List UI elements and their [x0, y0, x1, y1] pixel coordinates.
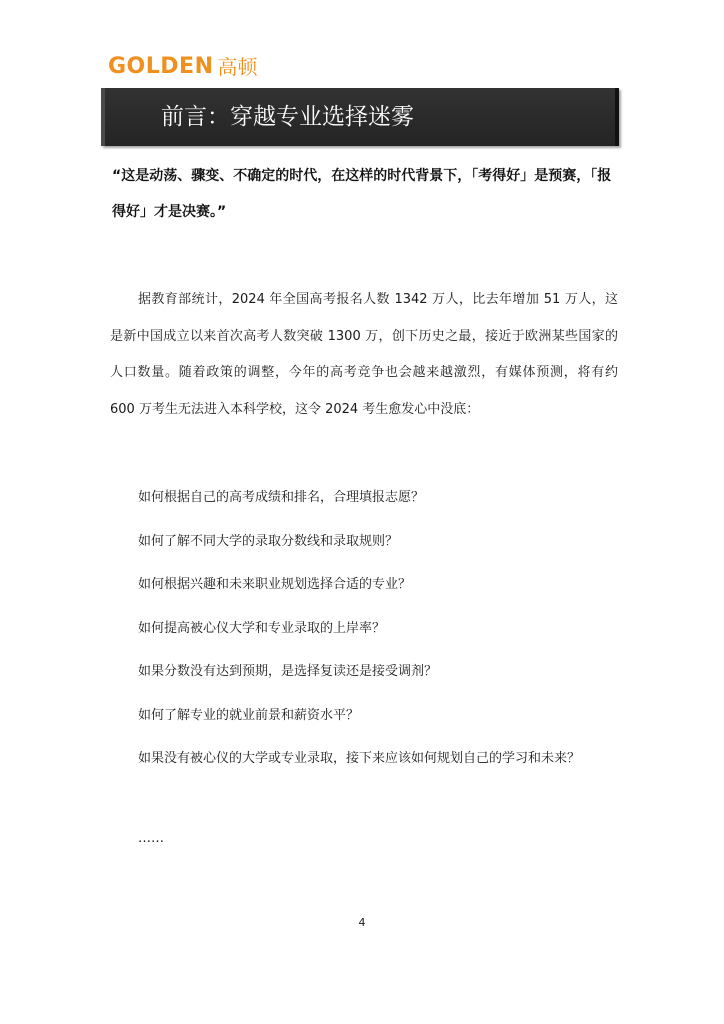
- body-paragraph: 据教育部统计，2024 年全国高考报名人数 1342 万人，比去年增加 51 万人，这是新中国成立以来首次高考人数突破 1300 万，创下历史之最，接近于欧洲某些国家的人口数量。随着政策的调整，今年的高考竞争也会越来越激烈，有媒体预测，将有约 600 万考生无法进入本科学校，这令 2024 考生愈发心中没底：: [110, 292, 618, 417]
- question-item: 如果分数没有达到预期，是选择复读还是接受调剂？: [138, 664, 438, 679]
- question-item: 如果没有被心仪的大学或专业录取，接下来应该如何规划自己的学习和未来？: [138, 751, 581, 766]
- question-item: 如何了解不同大学的录取分数线和录取规则？: [138, 533, 399, 549]
- question-item: 如何根据兴趣和未来职业规划选择合适的专业？: [138, 577, 412, 592]
- section-title: 前言：穿越专业选择迷雾: [161, 104, 414, 130]
- question-item: 如何提高被心仪大学和专业录取的上岸率？: [138, 620, 386, 636]
- question-item: 如何了解专业的就业前景和薪资水平？: [138, 707, 360, 723]
- logo-text-latin: GOLDEN: [108, 54, 214, 79]
- golden-logo: [108, 54, 257, 80]
- ellipsis: ……: [138, 831, 164, 846]
- intro-quote: “这是动荡、骤变、不确定的时代，在这样的时代背景下，「考得好」是预赛，「报得好」才是决赛。”: [112, 168, 612, 220]
- question-item: 如何根据自己的高考成绩和排名，合理填报志愿？: [138, 490, 425, 505]
- logo-text-cjk: 高顿: [217, 55, 258, 79]
- question-list: [110, 480, 618, 785]
- page-number: 4: [358, 916, 366, 929]
- section-title-bar: [101, 88, 619, 146]
